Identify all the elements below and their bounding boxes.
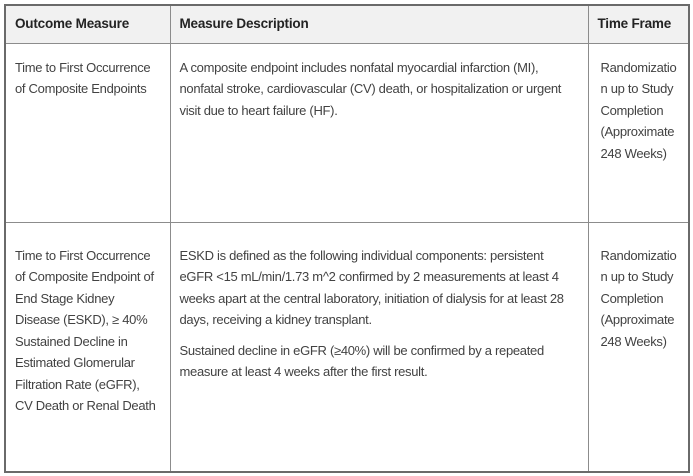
time-frame-text: Randomization up to Study Completion (Approximate 248 Weeks) <box>600 59 677 161</box>
time-frame-text: Randomization up to Study Completion (Approximate 248 Weeks) <box>600 247 677 349</box>
time-frame-cell <box>588 222 689 472</box>
table-header-row <box>5 5 689 43</box>
outcome-measure-text: Time to First Occurrence of Composite Endpoints <box>15 59 151 96</box>
time-frame-cell <box>588 43 689 222</box>
column-header-measure-description: Measure Description <box>170 5 588 43</box>
table-row <box>5 43 689 222</box>
measure-description-cell <box>170 222 588 472</box>
column-header-time-frame: Time Frame <box>588 5 689 43</box>
outcome-measure-cell <box>5 222 170 472</box>
measure-description-paragraph: A composite endpoint includes nonfatal myocardial infarction (MI), nonfatal stroke, cardiovascular (CV) death, or hospitalization or urgent visit due to heart failure (HF). <box>179 59 562 118</box>
outcome-measures-table <box>4 4 690 473</box>
outcome-measure-text: Time to First Occurrence of Composite Endpoint of End Stage Kidney Disease (ESKD), ≥ 40% Sustained Decline in Estimated Glomerular Filtration Rate (eGFR), CV Death or Renal Death <box>15 247 156 413</box>
measure-description-paragraph: ESKD is defined as the following individual components: persistent eGFR <15 mL/min/1.73 m^2 confirmed by 2 measurements at least 4 weeks apart at the central laboratory, initiation of dialysis for at least 28 days, receiving a kidney transplant. <box>179 247 564 327</box>
column-header-outcome-measure: Outcome Measure <box>5 5 170 43</box>
measure-description-paragraph: Sustained decline in eGFR (≥40%) will be confirmed by a repeated measure at least 4 weeks after the first result. <box>179 342 544 379</box>
outcome-measure-cell <box>5 43 170 222</box>
measure-description-cell <box>170 43 588 222</box>
table-row <box>5 222 689 472</box>
